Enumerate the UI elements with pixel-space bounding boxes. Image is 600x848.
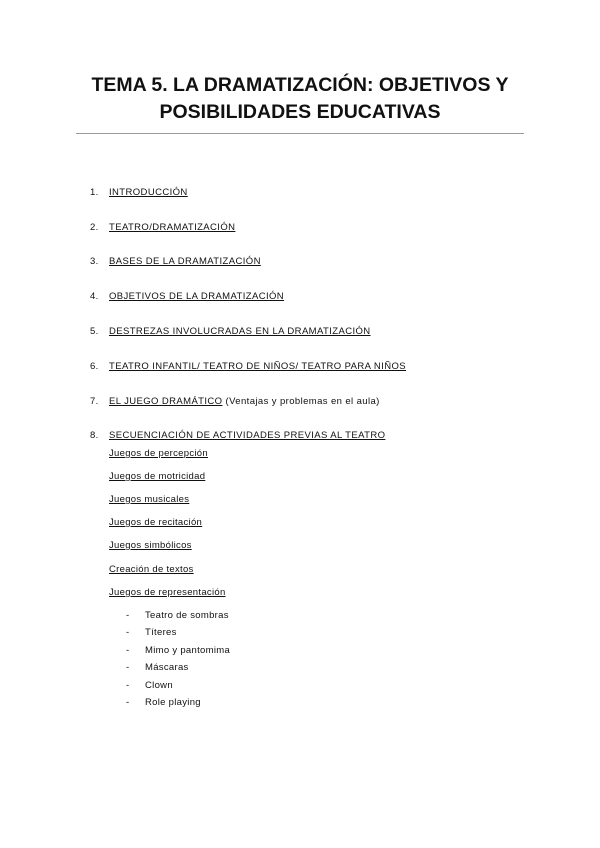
bullet-item [126,662,189,674]
toc-link-teatro-dramatizacion[interactable]: TEATRO/DRAMATIZACIÓN [109,222,236,233]
bullet-dash: - [126,627,130,638]
toc-number: 6. [90,361,99,372]
toc-item-introduccion [90,187,188,199]
toc-number: 3. [90,256,99,267]
bullet-text: Clown [145,680,173,691]
bullet-text: Mimo y pantomima [145,645,231,656]
toc-item-bases [90,256,261,268]
bullet-dash: - [126,662,130,673]
bullet-dash: - [126,645,130,656]
toc-item-objetivos [90,291,284,303]
bullet-text: Máscaras [145,662,189,673]
toc-item-teatro-dramatizacion [90,222,235,234]
toc-link-secuenciacion[interactable]: SECUENCIACIÓN DE ACTIVIDADES PREVIAS AL TEATRO [109,430,386,441]
toc-item-teatro-infantil [90,361,406,373]
bullet-item [126,610,229,622]
subitem-juegos-percepcion[interactable]: Juegos de percepción [109,448,208,459]
toc-link-destrezas[interactable]: DESTREZAS INVOLUCRADAS EN LA DRAMATIZACIÓN [109,326,371,337]
bullet-text: Role playing [145,697,201,708]
bullet-dash: - [126,610,130,621]
toc-number: 5. [90,326,99,337]
toc-link-bases[interactable]: BASES DE LA DRAMATIZACIÓN [109,256,261,267]
toc-item-destrezas [90,326,371,338]
bullet-item [126,627,177,639]
subitem-juegos-simbolicos[interactable]: Juegos simbólicos [109,540,192,551]
subitem-juegos-musicales[interactable]: Juegos musicales [109,494,190,505]
bullet-item [126,697,201,709]
toc-link-objetivos[interactable]: OBJETIVOS DE LA DRAMATIZACIÓN [109,291,285,302]
toc-item-juego-dramatico [90,396,380,408]
toc-number: 2. [90,222,99,233]
toc-link-teatro-infantil[interactable]: TEATRO INFANTIL/ TEATRO DE NIÑOS/ TEATRO PARA NIÑOS [109,361,406,372]
subitem-juegos-motricidad[interactable]: Juegos de motricidad [109,471,206,482]
bullet-text: Teatro de sombras [145,610,229,621]
toc-note-ventajas: (Ventajas y problemas en el aula) [222,396,380,407]
toc-item-secuenciacion [90,430,385,442]
toc-number: 7. [90,396,99,407]
toc-link-juego-dramatico[interactable]: EL JUEGO DRAMÁTICO [109,396,223,407]
bullet-text: Títeres [145,627,177,638]
subitem-juegos-recitacion[interactable]: Juegos de recitación [109,517,203,528]
toc-link-introduccion[interactable]: INTRODUCCIÓN [109,187,188,198]
toc-number: 4. [90,291,99,302]
bullet-dash: - [126,680,130,691]
bullet-item [126,680,173,692]
bullet-dash: - [126,697,130,708]
toc-number: 1. [90,187,99,198]
bullet-item [126,645,230,657]
page-title-line-2: POSIBILIDADES EDUCATIVAS [159,101,441,123]
page-title-line-1: TEMA 5. LA DRAMATIZACIÓN: OBJETIVOS Y [91,74,509,96]
subitem-creacion-textos[interactable]: Creación de textos [109,564,194,575]
subitem-juegos-representacion[interactable]: Juegos de representación [109,587,226,598]
toc-number: 8. [90,430,99,441]
